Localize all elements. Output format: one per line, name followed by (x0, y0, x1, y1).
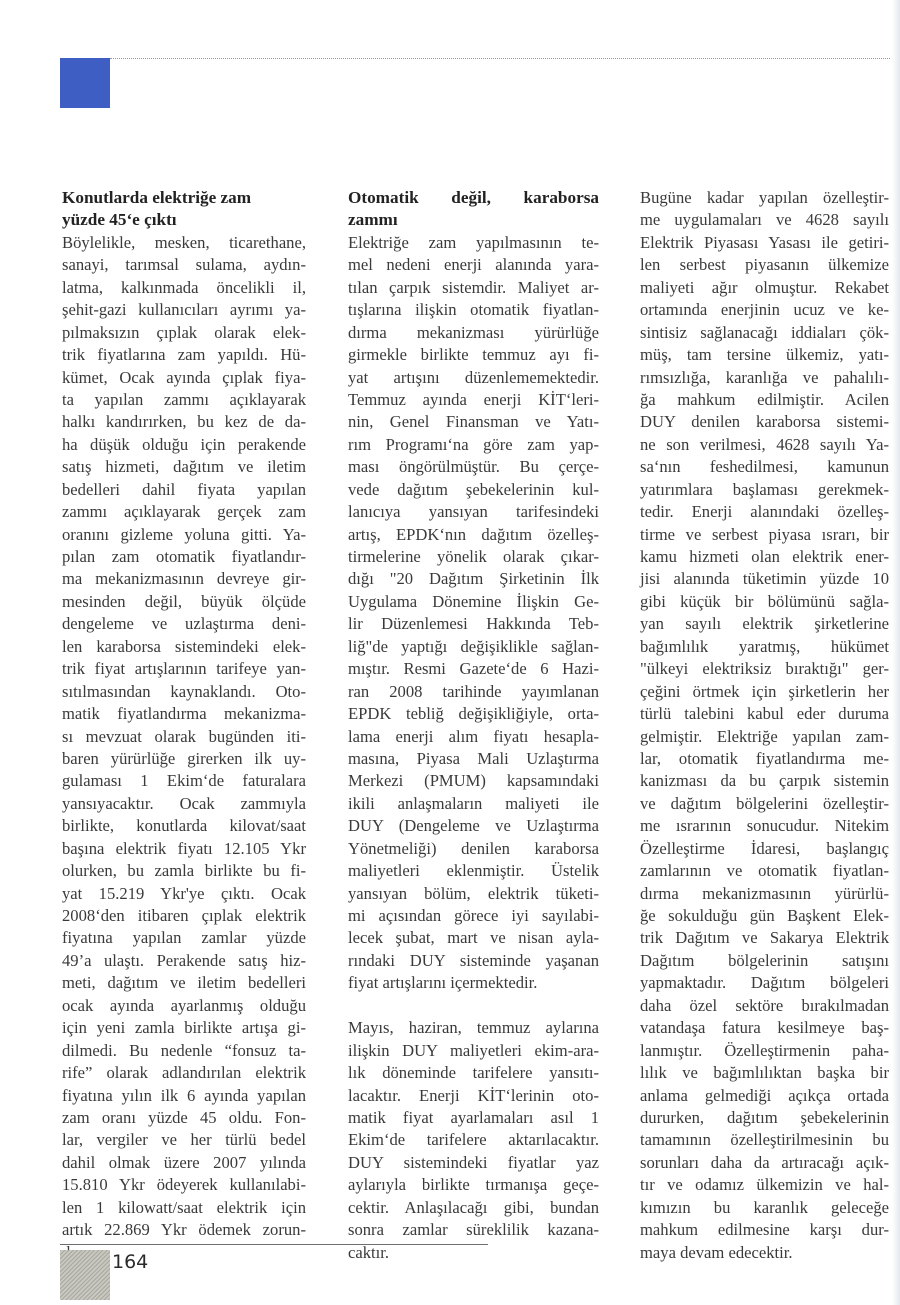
text-line: Özelleştirme İdaresi, başlangıç (640, 838, 889, 858)
text-line: lacaktır. Enerji KİT‘lerinin oto- (348, 1085, 599, 1105)
text-line: len karaborsa sistemindeki elek- (62, 636, 306, 656)
text-line: türlü talebini kabul eder duruma (640, 704, 889, 724)
text-line: 15.810 Ykr ödeyerek kullanılabi- (62, 1175, 306, 1195)
text-line: dığı "20 Dağıtım Şirketinin İlk (348, 569, 599, 589)
page-edge-shadow (892, 0, 900, 1305)
heading-line: Otomatik değil, karaborsa (348, 188, 599, 207)
text-line: caktır. (348, 1242, 390, 1262)
text-line: şehit-gazi kullanıcıları ayrımı ya- (62, 300, 306, 320)
text-line: mıştır. Resmi Gazete‘de 6 Hazi- (348, 659, 599, 679)
text-line: lama enerji alım fiyatı hesapla- (348, 726, 599, 746)
text-line: dururken, dağıtım şebekelerinin (640, 1107, 889, 1127)
text-line: yapmaktadır. Dağıtım bölgeleri (640, 973, 889, 993)
text-line: için yeni zamla birlikte artışa gi- (62, 1018, 306, 1038)
text-line: tirmelerine yönelik olarak çıkar- (348, 547, 599, 566)
text-line: başına elektrik fiyatı 12.105 Ykr (62, 838, 306, 858)
text-line: Elektriğe zam yapılmasının te- (348, 232, 599, 252)
text-line: masına, Piyasa Mali Uzlaştırma (348, 748, 599, 768)
text-line: Yönetmeliği) denilen karaborsa (348, 838, 599, 858)
text-line: maya devam edecektir. (640, 1242, 793, 1262)
article-column-1 (62, 187, 306, 1264)
text-line: ması öngörülmüştür. Bu çerçe- (348, 457, 599, 477)
text-line: sı mevzuat olarak bugünden iti- (62, 726, 306, 746)
paragraph (348, 1017, 599, 1264)
text-line: dahil olmak üzere 2007 yılında (62, 1152, 306, 1172)
text-line: rım Programı‘na göre zam yap- (348, 434, 599, 454)
text-line: me uygulamaları ve 4628 sayılı (640, 210, 889, 230)
text-line: ğe sokulduğu gün Başkent Elek- (640, 906, 889, 925)
text-line: mel nedeni enerji alanında yara- (348, 255, 599, 275)
text-line: fiyatına yapılan zamlar yüzde (62, 928, 306, 948)
text-line: rımsızlığa, karanlığa ve pahalılı- (640, 367, 889, 387)
text-line: daha özel sektöre bırakılmadan (640, 995, 889, 1015)
section-heading-konutlarda (62, 187, 306, 232)
text-line: latma, kalkınmada öncelikli il, (62, 277, 306, 297)
text-line: yansıyacaktır. Ocak zammıyla (62, 793, 306, 813)
text-line: jisi alanında tüketimin yüzde 10 (640, 569, 889, 589)
text-line: girmekle birlikte temmuz ayı fi- (348, 345, 599, 365)
text-line: anlama gelmediği açıkça ortada (640, 1085, 889, 1105)
text-line: müş, tam tersine ülkemiz, yatı- (640, 345, 889, 365)
text-line: gulaması 1 Ekim‘de faturalara (62, 771, 306, 791)
text-line: fiyat artışlarını içermektedir. (348, 973, 538, 993)
text-line: ne son verilmesi, 4628 sayılı Ya- (640, 434, 889, 454)
paragraph (62, 232, 306, 1264)
text-line: me ısrarının sonucudur. Nitekim (640, 816, 889, 836)
text-line: 2008‘den itibaren çıplak elektrik (62, 906, 306, 925)
text-line: lar, otomatik fiyatlandırma me- (640, 748, 889, 768)
page-number: 164 (112, 1251, 149, 1273)
text-line: trik Dağıtım ve Sakarya Elektrik (640, 928, 889, 948)
text-line: liğ"de yaptığı değişiklikle sağlan- (348, 636, 599, 656)
text-line: baren yürürlüğe girerken ilk uy- (62, 748, 306, 768)
text-line: len 1 kilowatt/saat elektrik için (62, 1197, 306, 1217)
text-line: ha düşük olduğu için perakende (62, 434, 306, 454)
text-line: Mayıs, haziran, temmuz aylarına (348, 1018, 599, 1038)
text-line: satış hizmeti, dağıtım ve iletim (62, 457, 306, 477)
text-line: mahkum edilmesine karşı dur- (640, 1220, 889, 1240)
text-line: dırma mekanizmasının yürürlü- (640, 883, 889, 903)
text-line: pılan zam otomatik fiyatlandır- (62, 547, 306, 566)
text-line: sa‘nın feshedilmesi, kamunun (640, 457, 889, 477)
text-line: Bugüne kadar yapılan özelleştir- (640, 188, 889, 207)
text-line: Elektrik Piyasası Yasası ile getiri- (640, 232, 889, 252)
text-line: yatırımlara başlaması gerekmek- (640, 479, 889, 499)
text-line: ve dağıtım bölgelerini özelleştir- (640, 793, 889, 813)
text-line: kümet, Ocak ayında çıplak fiya- (62, 367, 306, 387)
text-line: lılık ve bağımlılıktan başka bir (640, 1063, 889, 1083)
text-line: ilişkin DUY maliyetleri ekim-ara- (348, 1040, 599, 1060)
text-line: 49’a ulaştı. Perakende satış hiz- (62, 950, 306, 970)
text-line: EPDK tebliğ değişikliğiyle, orta- (348, 704, 599, 724)
text-line: aylarıyla birlikte tırmanışa geçe- (348, 1175, 599, 1195)
text-line: ikili anlaşmaların maliyeti ile (348, 793, 599, 813)
text-line: Dağıtım bölgelerinin satışını (640, 950, 889, 970)
text-line: tamamının özelleştirilmesinin bu (640, 1130, 889, 1150)
text-line: lanmıştır. Özelleştirmenin paha- (640, 1040, 889, 1060)
text-line: sonra zamlar süreklilik kazana- (348, 1220, 599, 1240)
text-line: dırma mekanizması yürürlüğe (348, 322, 599, 342)
text-line: matik fiyatlandırma mekanizma- (62, 704, 306, 724)
text-line: Temmuz ayında enerji KİT‘leri- (348, 389, 599, 409)
text-line: dengeleme ve uzlaştırma deni- (62, 614, 306, 634)
text-line: DUY denilen karaborsa sistemi- (640, 412, 889, 432)
text-line: yat 15.219 Ykr'ye çıktı. Ocak (62, 883, 306, 903)
corner-accent-square (60, 58, 110, 108)
text-line: tır ve odamız ülkemizin ve hal- (640, 1175, 889, 1195)
text-line: kımızın bu karanlık geleceğe (640, 1197, 889, 1217)
text-line: bedelleri dahil fiyata yapılan (62, 479, 306, 499)
paragraph-gap (348, 995, 599, 1017)
paragraph (640, 187, 889, 1264)
text-line: fiyatına yılın ilk 6 ayında yapılan (62, 1085, 306, 1105)
text-line: rife” olarak adlandırılan elektrik (62, 1063, 306, 1083)
heading-line: Konutlarda elektriğe zam (62, 188, 252, 207)
text-line: lecek şubat, mart ve nisan ayla- (348, 928, 599, 948)
text-line: tirme ve serbest piyasa ısrarı, bir (640, 524, 889, 544)
text-line: meti, dağıtım ve iletim bedelleri (62, 973, 306, 993)
text-line: çeğini örtmek için şirketlerin her (640, 681, 889, 701)
text-line: dilmedi. Bu nedenle “fonsuz ta- (62, 1040, 306, 1060)
text-line: cektir. Anlaşılacağı gibi, bundan (348, 1197, 599, 1217)
text-line: trik fiyatlarına zam yapıldı. Hü- (62, 345, 306, 365)
text-line: mi açısından görece iyi sayılabi- (348, 906, 599, 925)
text-line: vede dağıtım şebekelerinin kul- (348, 479, 599, 499)
text-line: ğa mahkum edilmiştir. Acilen (640, 389, 889, 409)
text-line: "ülkeyi elektriksiz bıraktığı" ger- (640, 659, 889, 679)
article-column-2 (348, 187, 599, 1264)
text-line: sanayi, tarımsal sulama, aydın- (62, 255, 306, 275)
text-line: gibi küçük bir bölümünü sağla- (640, 591, 889, 611)
text-line: Böylelikle, mesken, ticarethane, (62, 232, 306, 252)
text-line: artık 22.869 Ykr ödemek zorun- (62, 1220, 306, 1240)
text-line: Merkezi (PMUM) kapsamındaki (348, 771, 599, 791)
text-line: lanıcıya yansıyan tarifesindeki (348, 502, 599, 522)
text-line: Ekim‘de tarifelere aktarılacaktır. (348, 1130, 599, 1150)
section-heading-otomatik (348, 187, 599, 232)
text-line: mesinden değil, büyük ölçüde (62, 591, 306, 611)
text-line: len serbest piyasanın ülkemize (640, 255, 889, 275)
text-line: ma mekanizmasının devreye gir- (62, 569, 306, 589)
text-line: lık döneminde tarifelere yansıtı- (348, 1063, 599, 1083)
text-line: maliyetleri eklenmiştir. Üstelik (348, 861, 599, 881)
paragraph (348, 232, 599, 995)
text-line: DUY sistemindeki fiyatlar yaz (348, 1152, 599, 1172)
text-line: pılmaksızın çıplak olarak elek- (62, 322, 306, 342)
footer-hatched-swatch (60, 1250, 110, 1300)
text-line: olurken, bu zamla birlikte bu fi- (62, 861, 306, 881)
text-line: halkı kandırırken, bu kez de da- (62, 412, 306, 432)
text-line: zamlarının ve otomatik fiyatlan- (640, 861, 889, 881)
text-line: kamu hizmeti olan elektrik ener- (640, 547, 889, 566)
text-line: yat artışını düzenlememektedir. (348, 367, 599, 387)
text-line: oranını gizleme yoluna gitti. Ya- (62, 524, 306, 544)
text-line: zammı açıklayarak gerçek zam (62, 502, 306, 522)
text-line: sıtılmasından kaynaklandı. Oto- (62, 681, 306, 701)
heading-line: yüzde 45‘e çıktı (62, 210, 177, 230)
text-line: trik fiyat artışlarının tarifeye yan- (62, 659, 306, 679)
text-line: ocak ayında ayarlanmış olduğu (62, 995, 306, 1015)
text-line: tedir. Enerji alanındaki özelleş- (640, 502, 889, 522)
text-line: ran 2008 tarihinde yayımlanan (348, 681, 599, 701)
text-line: lir Düzenlemesi Hakkında Teb- (348, 614, 599, 634)
text-line: zam oranı yüzde 45 oldu. Fon- (62, 1107, 306, 1127)
text-line: maliyeti ağır olmuştur. Rekabet (640, 277, 889, 297)
text-line: sorunları daha da artıracağı açık- (640, 1152, 889, 1172)
article-column-3 (640, 187, 889, 1264)
text-line: ta yapılan zammı açıklayarak (62, 389, 306, 409)
text-line: ortamında enerjinin ucuz ve ke- (640, 300, 889, 320)
text-line: yansıyan bölüm, elektrik tüketi- (348, 883, 599, 903)
text-line: vatandaşa fatura kesilmeye baş- (640, 1018, 889, 1038)
text-line: tılan çarpık sistemdir. Maliyet ar- (348, 277, 599, 297)
text-line: artış, EPDK‘nın dağıtım özelleş- (348, 524, 599, 544)
text-line: DUY (Dengeleme ve Uzlaştırma (348, 816, 599, 836)
heading-line: zammı (348, 210, 398, 230)
text-line: tışlarına ilişkin otomatik fiyatlan- (348, 300, 599, 320)
text-line: lar, vergiler ve her türlü bedel (62, 1130, 306, 1150)
text-line: bağımlılık yaratmış, hükümet (640, 636, 889, 656)
text-line: nin, Genel Finansman ve Yatı- (348, 412, 599, 432)
text-line: yan sayılı elektrik şirketlerine (640, 614, 889, 634)
text-line: rındaki DUY sisteminde yaşanan (348, 950, 599, 970)
text-line: sintisiz sağlanacağı iddiaları çök- (640, 322, 889, 342)
top-dotted-rule (110, 58, 890, 59)
text-line: Uygulama Dönemine İlişkin Ge- (348, 591, 599, 611)
text-line: birlikte, konutlarda kilovat/saat (62, 816, 306, 836)
text-line: gelmiştir. Elektriğe yapılan zam- (640, 726, 889, 746)
footer-rule (60, 1244, 488, 1245)
text-line: matik fiyat ayarlamaları asıl 1 (348, 1107, 599, 1127)
text-line: kanizması da bu çarpık sistemin (640, 771, 889, 791)
